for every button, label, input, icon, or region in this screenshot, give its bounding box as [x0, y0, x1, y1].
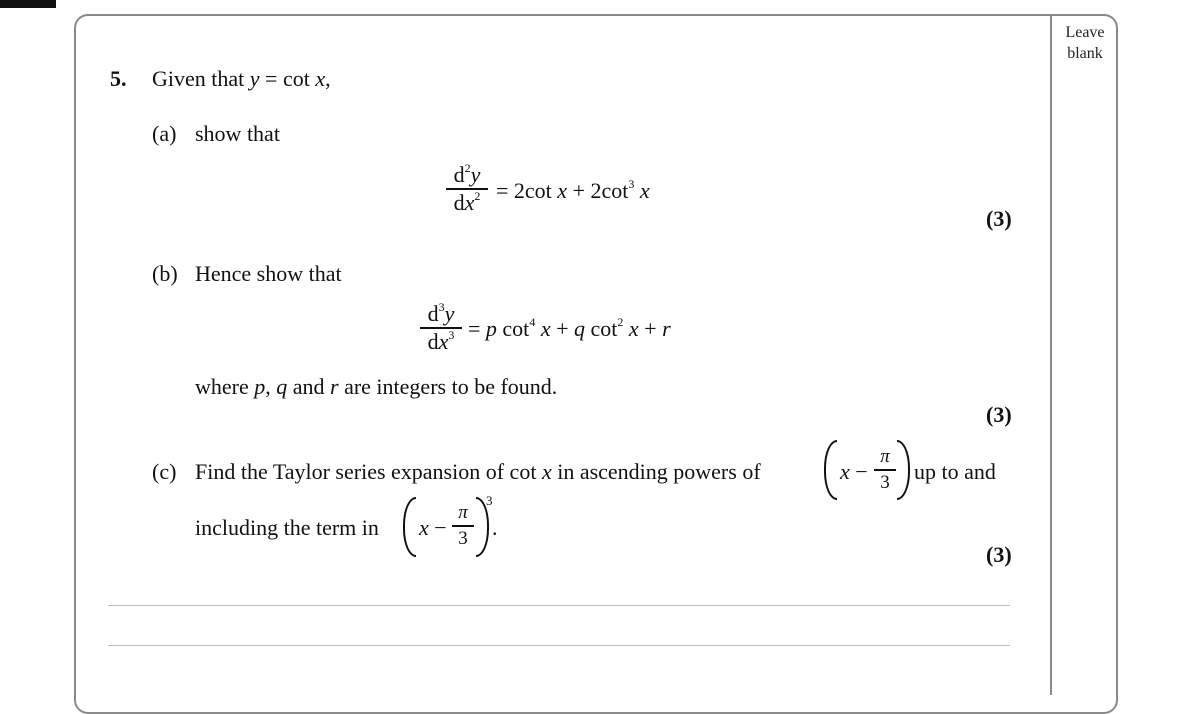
part-c-line1-end: up to and — [914, 459, 996, 484]
part-a-equation-rhs: = 2cot $x + 2\cot^3$ x — [496, 177, 650, 203]
part-b-equation-rhs: = p $\cot^4 x + q$ $\cot^2 x + r$ — [468, 315, 671, 341]
part-a-derivative-fraction: $d^2y$ $dx^2$ — [446, 163, 488, 215]
part-b-where-text: where p, q and r are integers to be found. — [195, 374, 558, 399]
part-a-marks: (3) — [986, 206, 1012, 231]
answer-line — [108, 605, 1010, 606]
question-stem: Given that y = cot x, — [152, 66, 331, 91]
part-b-text: Hence show that — [195, 261, 342, 286]
part-b-marks: (3) — [986, 402, 1012, 427]
leave-blank-label — [1052, 22, 1118, 64]
part-b-label: (b) — [152, 261, 178, 286]
part-a-text: show that — [195, 121, 280, 146]
question-box — [74, 14, 1118, 714]
part-c-pi-over-3-2: π 3 — [452, 503, 474, 549]
question-number: 5. — [110, 66, 127, 91]
part-c-pi-over-3-1: π 3 — [874, 447, 896, 493]
part-c-cube-exponent: 3 — [486, 493, 493, 508]
leave-blank-column-divider — [1050, 15, 1052, 695]
part-c-paren-2-expr: x − — [419, 515, 447, 540]
part-b-derivative-fraction: $d^3y$ $dx^3$ — [420, 302, 462, 354]
part-a-label: (a) — [152, 121, 177, 146]
answer-line — [108, 645, 1010, 646]
part-c-line1-text: Find the Taylor series expansion of cot x in ascending powers of — [195, 459, 761, 484]
leave-blank-text: Leave blank — [1065, 24, 1105, 62]
part-c-label: (c) — [152, 459, 177, 484]
part-c-line2-text: including the term in — [195, 515, 379, 540]
part-c-marks: (3) — [986, 542, 1012, 567]
part-c-period: . — [492, 515, 498, 540]
corner-registration-mark — [0, 0, 56, 8]
part-c-paren-1-expr: x − — [840, 459, 868, 484]
